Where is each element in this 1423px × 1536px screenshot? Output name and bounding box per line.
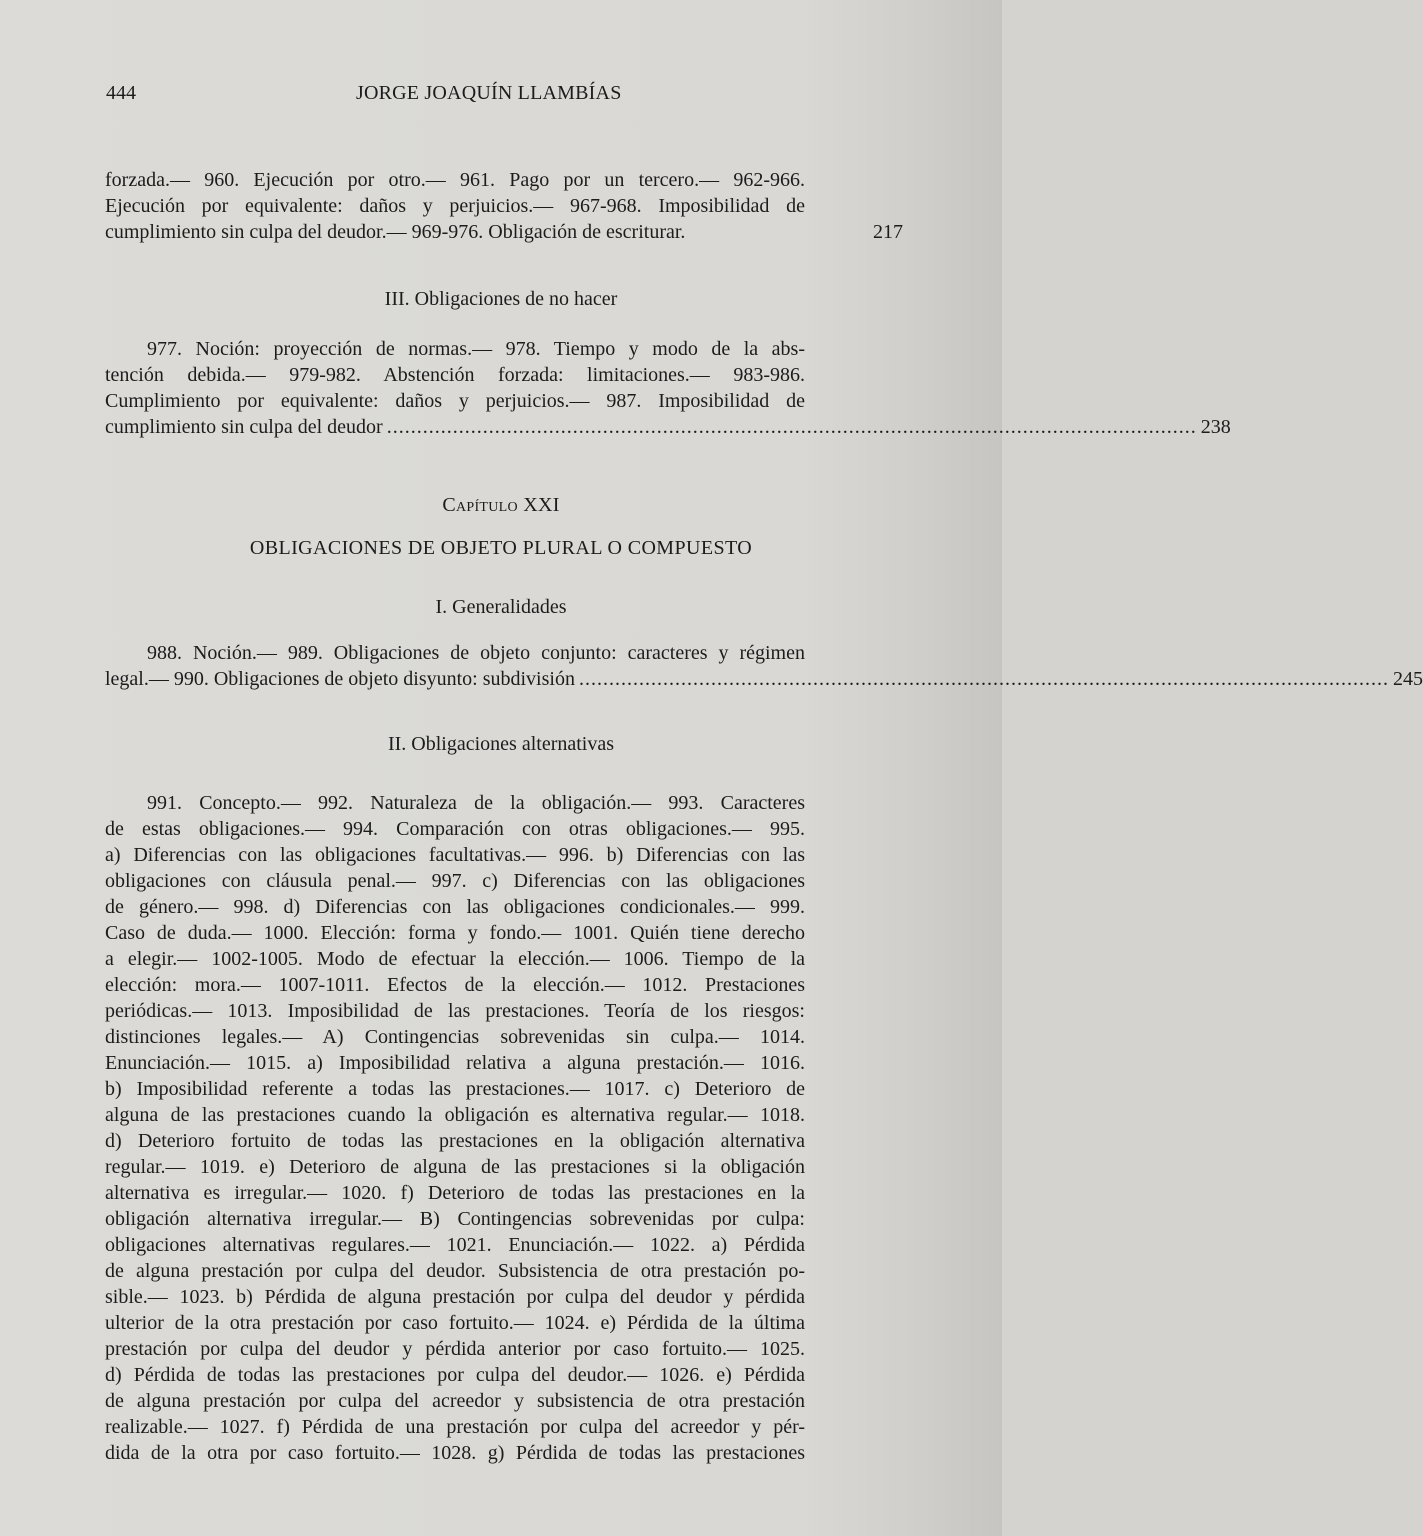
toc-entry-continuation xyxy=(105,167,903,245)
entry-last-text: cumplimiento sin culpa del deudor.— 969-976. Obligación de escriturar. xyxy=(105,221,686,243)
section-heading-ii: II. Obligaciones alternativas xyxy=(387,733,615,755)
entry-line: Caso de duda.— 1000. Elección: forma y fondo.— 1001. Quién tiene derecho xyxy=(105,922,805,944)
entry-line: 991. Concepto.— 992. Naturaleza de la obligación.— 993. Caracteres xyxy=(147,792,805,814)
entry-line: alguna de las prestaciones cuando la obligación es alternativa regular.— 1018. xyxy=(105,1104,805,1126)
entry-line: de género.— 998. d) Diferencias con las obligaciones condicionales.— 999. xyxy=(105,896,805,918)
entry-page-ref: 238 xyxy=(1200,416,1231,438)
entry-line: 977. Noción: proyección de normas.— 978. Tiempo y modo de la abs- xyxy=(147,338,805,360)
page-number: 444 xyxy=(106,82,136,104)
entry-line: Enunciación.— 1015. a) Imposibilidad relativa a alguna prestación.— 1016. xyxy=(105,1052,805,1074)
entry-line: b) Imposibilidad referente a todas las prestaciones.— 1017. c) Deterioro de xyxy=(105,1078,805,1100)
entry-line: realizable.— 1027. f) Pérdida de una prestación por culpa del acreedor y pér- xyxy=(105,1416,805,1438)
entry-line: de alguna prestación por culpa del deudor. Subsistencia de otra prestación po- xyxy=(105,1260,805,1282)
entry-line: obligación alternativa irregular.— B) Contingencias sobrevenidas por culpa: xyxy=(105,1208,805,1230)
section-heading-iii: III. Obligaciones de no hacer xyxy=(384,288,618,310)
entry-page-ref: 217 xyxy=(873,221,903,243)
entry-line: regular.— 1019. e) Deterioro de alguna de las prestaciones si la obligación xyxy=(105,1156,805,1178)
entry-line: alternativa es irregular.— 1020. f) Deterioro de todas las prestaciones en la xyxy=(105,1182,805,1204)
dot-leader: ....................................................................................................................................... xyxy=(578,668,1389,690)
entry-line: elección: mora.— 1007-1011. Efectos de la elección.— 1012. Prestaciones xyxy=(105,974,805,996)
entry-line: 988. Noción.— 989. Obligaciones de objeto conjunto: caracteres y régimen xyxy=(147,642,805,664)
entry-line: distinciones legales.— A) Contingencias sobrevenidas sin culpa.— 1014. xyxy=(105,1026,805,1048)
running-head xyxy=(106,82,706,112)
entry-last-text: legal.— 990. Obligaciones de objeto disyunto: subdivisión xyxy=(105,668,575,690)
entry-line: dida de la otra por caso fortuito.— 1028. g) Pérdida de todas las prestaciones xyxy=(105,1442,805,1464)
entry-line: forzada.— 960. Ejecución por otro.— 961. Pago por un tercero.— 962-966. xyxy=(105,169,805,191)
entry-line: ulterior de la otra prestación por caso fortuito.— 1024. e) Pérdida de la última xyxy=(105,1312,805,1334)
entry-last-line xyxy=(105,666,1423,692)
section-heading-i: I. Generalidades xyxy=(435,596,567,618)
entry-line: sible.— 1023. b) Pérdida de alguna prestación por culpa del deudor y pérdida xyxy=(105,1286,805,1308)
entry-last-text: cumplimiento sin culpa del deudor xyxy=(105,416,383,438)
entry-last-line xyxy=(105,414,1231,440)
toc-entry-section-i xyxy=(105,640,1423,692)
entry-line: obligaciones alternativas regulares.— 1021. Enunciación.— 1022. a) Pérdida xyxy=(105,1234,805,1256)
entry-line: obligaciones con cláusula penal.— 997. c) Diferencias con las obligaciones xyxy=(105,870,805,892)
entry-line: Cumplimiento por equivalente: daños y perjuicios.— 987. Imposibilidad de xyxy=(105,390,805,412)
chapter-title: OBLIGACIONES DE OBJETO PLURAL O COMPUESTO xyxy=(249,537,753,559)
entry-line: prestación por culpa del deudor y pérdida anterior por caso fortuito.— 1025. xyxy=(105,1338,805,1360)
entry-line: a) Diferencias con las obligaciones facultativas.— 996. b) Diferencias con las xyxy=(105,844,805,866)
entry-line: de alguna prestación por culpa del acreedor y subsistencia de otra prestación xyxy=(105,1390,805,1412)
entry-line: tención debida.— 979-982. Abstención forzada: limitaciones.— 983-986. xyxy=(105,364,805,386)
entry-line: d) Pérdida de todas las prestaciones por culpa del deudor.— 1026. e) Pérdida xyxy=(105,1364,805,1386)
entry-page-ref: 245 xyxy=(1392,668,1423,690)
entry-line: periódicas.— 1013. Imposibilidad de las prestaciones. Teoría de los riesgos: xyxy=(105,1000,805,1022)
running-head-author: JORGE JOAQUÍN LLAMBÍAS xyxy=(356,82,622,104)
entry-line: d) Deterioro fortuito de todas las prestaciones en la obligación alternativa xyxy=(105,1130,805,1152)
entry-last-line xyxy=(105,219,903,245)
entry-line: Ejecución por equivalente: daños y perjuicios.— 967-968. Imposibilidad de xyxy=(105,195,805,217)
toc-entry-section-iii xyxy=(105,336,1231,440)
chapter-label: Capítulo XXI xyxy=(442,494,560,516)
entry-line: a elegir.— 1002-1005. Modo de efectuar la elección.— 1006. Tiempo de la xyxy=(105,948,805,970)
entry-line: de estas obligaciones.— 994. Comparación con otras obligaciones.— 995. xyxy=(105,818,805,840)
toc-entry-section-ii xyxy=(105,790,903,1466)
dot-leader: ....................................................................................................................................... xyxy=(386,416,1197,438)
